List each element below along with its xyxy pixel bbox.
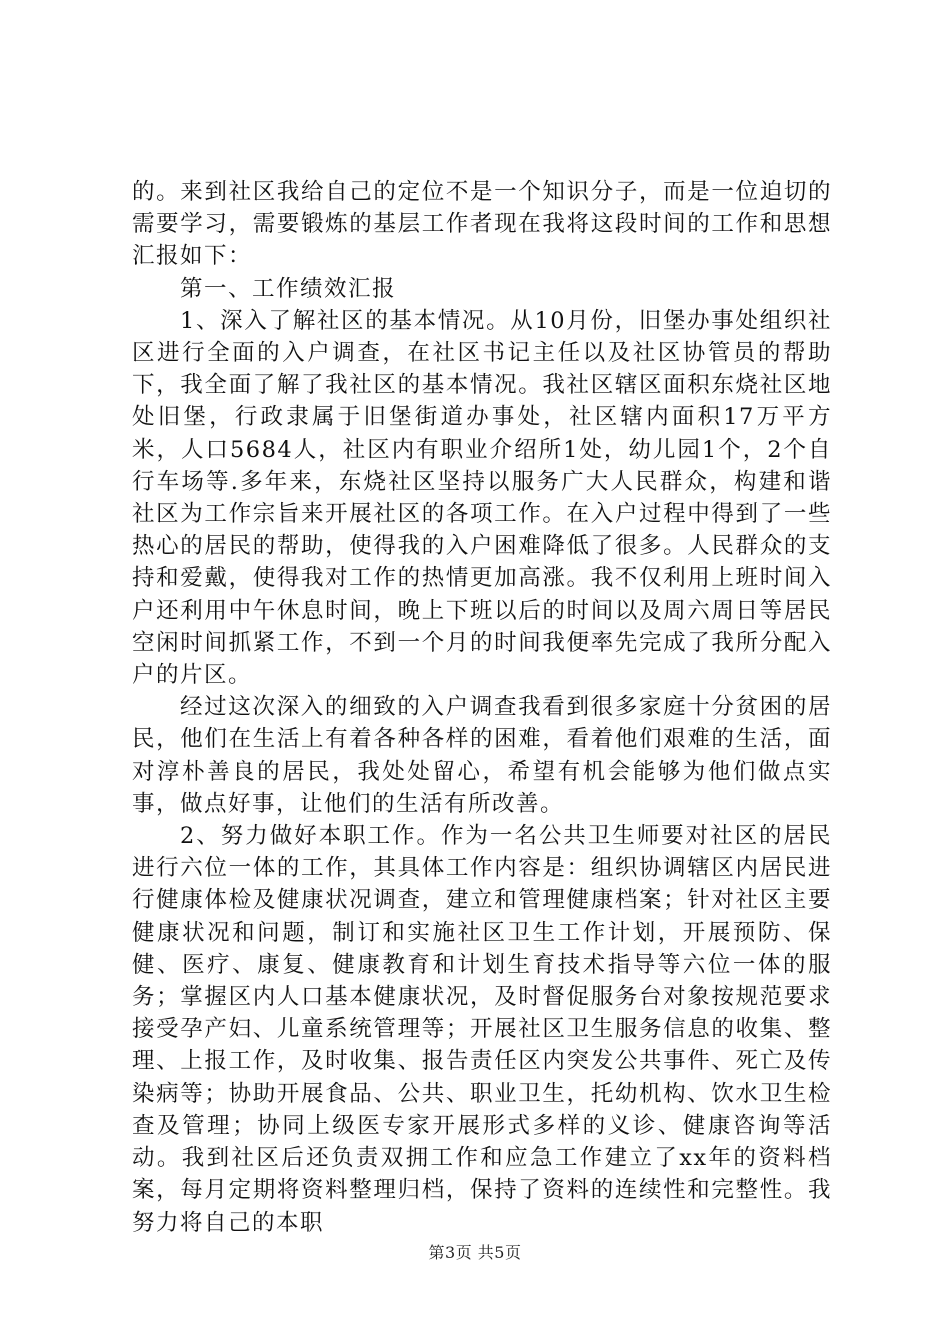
paragraph-survey-reflection: 经过这次深入的细致的入户调查我看到很多家庭十分贫困的居民，他们在生活上有着各种各样的困难，看着他们艰难的生活，面对淳朴善良的居民，我处处留心，希望有机会能够为他们做点实事，做点好事，让他们的生活有所改善。 <box>132 694 832 817</box>
paragraph-intro-continuation: 的。来到社区我给自己的定位不是一个知识分子，而是一位迫切的需要学习，需要锻炼的基层工作者现在我将这段时间的工作和思想汇报如下： <box>132 179 832 270</box>
paragraph-community-survey: 1、深入了解社区的基本情况。从10月份，旧堡办事处组织社区进行全面的入户调查，在社区书记主任以及社区协管员的帮助下，我全面了解了我社区的基本情况。我社区辖区面积东烧社区地处旧堡，行政隶属于旧堡街道办事处，社区辖内面积17万平方米，人口5684人，社区内有职业介绍所1处，幼儿园1个，2个自行车场等.多年来，东烧社区坚持以服务广大人民群众，构建和谐社区为工作宗旨来开展社区的各项工作。在入户过程中得到了一些热心的居民的帮助，使得我的入户困难降低了很多。人民群众的支持和爱戴，使得我对工作的热情更加高涨。我不仅利用上班时间入户还利用中午休息时间，晚上下班以后的时间以及周六周日等居民空闲时间抓紧工作，不到一个月的时间我便率先完成了我所分配入户的片区。 <box>132 307 832 689</box>
paragraph-job-duties: 2、努力做好本职工作。作为一名公共卫生师要对社区的居民进行六位一体的工作，其具体工作内容是：组织协调辖区内居民进行健康体检及健康状况调查，建立和管理健康档案；针对社区主要健康状况和问题，制订和实施社区卫生工作计划，开展预防、保健、医疗、康复、健康教育和计划生育技术指导等六位一体的服务；掌握区内人口基本健康状况，及时督促服务台对象按规范要求接受孕产妇、儿童系统管理等；开展社区卫生服务信息的收集、整理、上报工作，及时收集、报告责任区内突发公共事件、死亡及传染病等；协助开展食品、公共、职业卫生，托幼机构、饮水卫生检查及管理；协同上级医专家开展形式多样的义诊、健康咨询等活动。我到社区后还负责双拥工作和应急工作建立了xx年的资料档案，每月定期将资料整理归档，保持了资料的连续性和完整性。我努力将自己的本职 <box>132 823 832 1236</box>
section-heading-work-performance: 第一、工作绩效汇报 <box>180 275 397 302</box>
document-body <box>132 176 832 1239</box>
page-number-footer: 第3页 共5页 <box>428 1243 522 1262</box>
